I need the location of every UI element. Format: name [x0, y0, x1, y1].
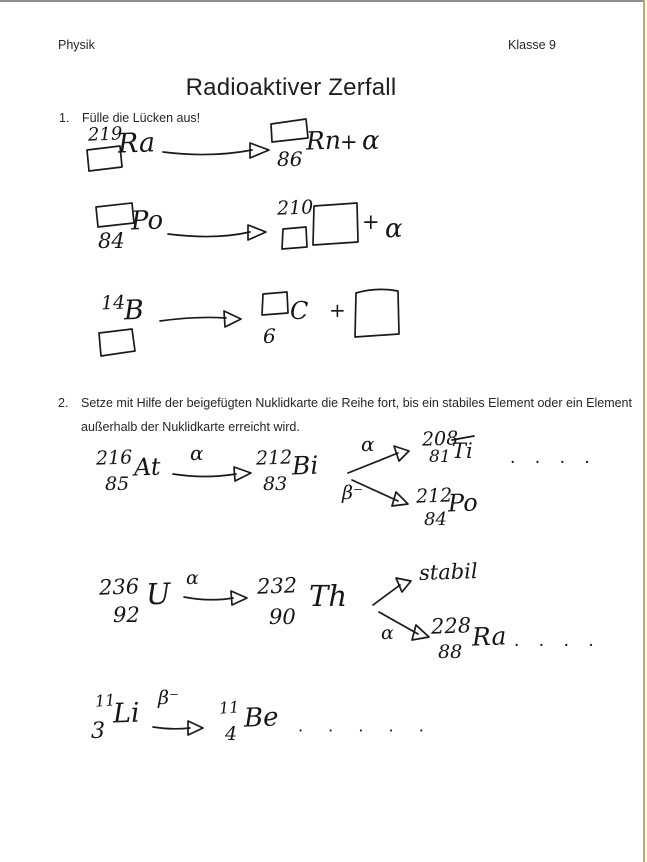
chain2-down-continuation-dots: · · · · [514, 636, 601, 656]
chain2-branch-up-shaft [373, 585, 400, 605]
chain1-branch-up-shaft [348, 453, 398, 473]
chain3-continuation-dots: · · · · · [298, 721, 434, 740]
task2-number: 2. [58, 396, 69, 410]
eq2-rhs-mass: 210 [276, 196, 314, 220]
chain1-up-atomic: 81 [429, 447, 451, 467]
chain2-mid-atomic: 90 [269, 605, 296, 629]
chain1-start-symbol: At [133, 452, 162, 482]
chain2-down-symbol: Ra [471, 621, 507, 652]
eq2-arrow-head [248, 225, 266, 240]
chain1-mid-mass: 212 [255, 446, 293, 470]
chain3-end-mass: 11 [218, 697, 240, 718]
eq3-lhs-mass: 14 [100, 291, 126, 315]
eq1-alpha-symbol: α [362, 126, 380, 156]
task2-instruction-line1: Setze mit Hilfe der beigefügten Nuklidkarte die Reihe fort, bis ein stabiles Element oder ein Element [81, 396, 632, 410]
eq3-plus-sign: + [329, 298, 346, 322]
eq3-arrow-head [224, 311, 241, 327]
chain1-up-continuation-dots: · · · · [510, 453, 597, 473]
eq1-arrow-shaft [163, 150, 252, 155]
eq2-rhs-symbol-blank-box [313, 203, 358, 245]
chain3-end-symbol: Be [243, 702, 280, 734]
eq2-plus-sign: + [362, 210, 380, 234]
chain2-arrow-head [231, 591, 247, 605]
eq3-lhs-atomic-blank-box [99, 329, 135, 356]
eq3-rhs-atomic: 6 [263, 324, 276, 348]
chain2-branch-down-head [412, 625, 429, 640]
chain2-arrow-label-alpha: α [186, 567, 199, 589]
chain3-start-atomic: 3 [91, 719, 105, 744]
chain1-down-symbol: Po [447, 488, 479, 518]
chain1-branch-down-head [392, 492, 408, 506]
eq1-rhs-symbol: Rn [305, 125, 342, 156]
page-right-edge [643, 0, 645, 862]
chain3-end-atomic: 4 [225, 723, 238, 745]
eq3-rhs-particle-blank-box [355, 289, 399, 337]
page-title: Radioaktiver Zerfall [185, 74, 397, 101]
chain2-start-mass: 236 [98, 574, 140, 600]
chain1-mid-atomic: 83 [263, 473, 288, 495]
eq3-arrow-shaft [160, 317, 226, 321]
eq2-rhs-atomic-blank-box [282, 227, 307, 249]
chain2-down-mass: 228 [430, 613, 472, 639]
chain1-mid-symbol: Bi [291, 450, 319, 481]
chain2-mid-symbol: Th [309, 579, 348, 613]
chain1-branch-up-head [394, 446, 409, 461]
eq1-rhs-mass-blank-box [271, 119, 308, 142]
eq3-rhs-symbol: C [290, 297, 309, 325]
chain3-arrow-head [188, 721, 203, 735]
eq1-rhs-atomic: 86 [277, 147, 303, 171]
header-class: Klasse 9 [508, 38, 556, 52]
eq2-lhs-atomic: 84 [98, 229, 125, 253]
eq2-lhs-mass-blank-box [96, 203, 134, 227]
chain1-branch-down-label-beta: β⁻ [342, 482, 364, 504]
eq2-arrow-shaft [168, 232, 250, 237]
chain2-start-atomic: 92 [113, 603, 140, 627]
chain1-up-mass: 208 [421, 427, 459, 451]
chain1-up-symbol: Ti [452, 439, 473, 463]
chain1-down-mass: 212 [415, 484, 453, 508]
chain3-start-symbol: Li [112, 697, 141, 730]
chain2-mid-mass: 232 [256, 573, 298, 599]
chain2-start-symbol: U [145, 576, 172, 612]
eq2-alpha-symbol: α [385, 214, 403, 244]
chain1-start-mass: 216 [95, 446, 133, 470]
chain1-start-atomic: 85 [105, 473, 130, 495]
chain1-arrow-label-alpha: α [190, 441, 204, 465]
task2-instruction-line2: außerhalb der Nuklidkarte erreicht wird. [81, 420, 300, 434]
task1-instruction: Fülle die Lücken aus! [82, 111, 201, 125]
chain1-down-atomic: 84 [424, 509, 447, 530]
chain1-branch-up-label-alpha: α [361, 432, 375, 456]
page-top-edge [0, 0, 644, 2]
eq1-lhs-symbol: Ra [117, 127, 156, 160]
eq2-lhs-symbol: Po [130, 205, 164, 237]
eq1-arrow-head [250, 143, 269, 158]
task1-number: 1. [59, 111, 70, 125]
eq1-plus-sign: + [340, 130, 358, 154]
chain2-up-result-stabil: stabil [418, 558, 479, 586]
chain1-arrow-shaft [173, 474, 236, 477]
eq1-lhs-mass: 219 [87, 123, 123, 146]
chain2-branch-up-head [396, 578, 411, 592]
eq1-lhs-atomic-blank-box [87, 146, 122, 171]
chain3-start-mass: 11 [94, 690, 116, 711]
header-subject: Physik [58, 38, 95, 52]
eq3-rhs-mass-blank-box [262, 292, 288, 315]
eq3-lhs-symbol: B [123, 294, 145, 327]
chain3-arrow-shaft [153, 727, 190, 729]
chain2-arrow-shaft [184, 597, 233, 600]
chain3-arrow-label-beta: β⁻ [158, 687, 180, 709]
chain1-arrow-head [234, 467, 251, 481]
chain2-down-atomic: 88 [438, 641, 463, 663]
chain2-branch-down-label-alpha: α [381, 622, 394, 644]
